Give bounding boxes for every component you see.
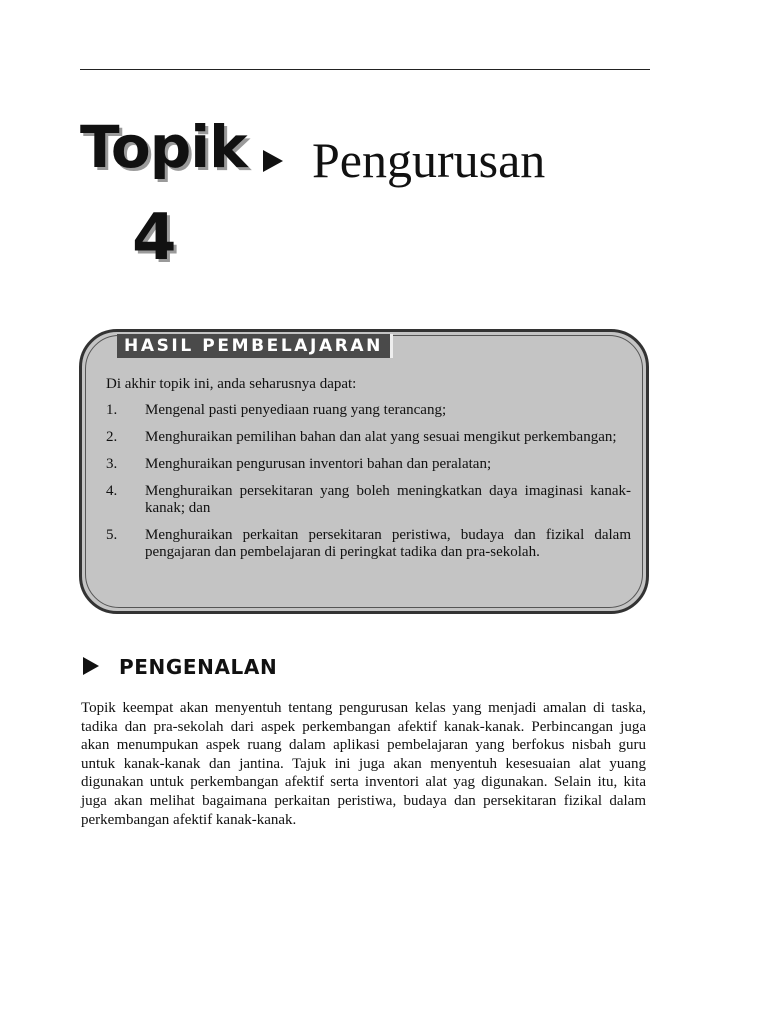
learning-outcome-item [106, 429, 631, 446]
item-text: Mengenal pasti penyediaan ruang yang terancang; [145, 402, 447, 418]
learning-outcome-item [106, 483, 631, 517]
item-number: 3. [106, 456, 118, 472]
topic-label: Topik [80, 113, 247, 181]
item-number: 1. [106, 402, 118, 418]
learning-outcome-item [106, 527, 631, 561]
learning-outcome-item [106, 402, 631, 419]
introduction-paragraph: Topik keempat akan menyentuh tentang pengurusan kelas yang menjadi amalan di taska, tadika dan pra-sekolah dari aspek perkembangan afektif kanak-kanak. Perbincangan juga akan menumpukan aspek ruang dalam aplikasi pembelajaran yang berfokus nisbah guru untuk kanak-kanak dan jantina. Tajuk ini juga akan menyentuh kesesuaian alat yuang digunakan untuk perkembangan afektif serta inventori alat yag digunakan. Selain itu, kita juga akan melihat bagaimana perkaitan peristiwa, budaya dan persekitaran fizikal dalam perkembangan afektif kanak-kanak. [81, 700, 646, 828]
item-text: Menghuraikan persekitaran yang boleh meningkatkan daya imaginasi kanak-kanak; dan [145, 483, 631, 516]
section-heading: PENGENALAN [119, 655, 278, 679]
learning-outcomes-list [106, 402, 631, 571]
section-arrow-icon [83, 657, 99, 675]
item-number: 4. [106, 483, 118, 499]
item-text: Menghuraikan pengurusan inventori bahan dan peralatan; [145, 456, 492, 472]
learning-outcomes-intro: Di akhir topik ini, anda seharusnya dapat: [106, 376, 357, 392]
top-rule [80, 69, 650, 70]
learning-outcomes-heading: HASIL PEMBELAJARAN [117, 334, 393, 358]
title-arrow-icon [263, 150, 283, 172]
topic-number: 4 [132, 201, 177, 275]
item-number: 5. [106, 527, 118, 543]
item-text: Menghuraikan perkaitan persekitaran peristiwa, budaya dan fizikal dalam pengajaran dan pembelajaran di peringkat tadika dan pra-sekolah. [145, 527, 631, 560]
item-text: Menghuraikan pemilihan bahan dan alat yang sesuai mengikut perkembangan; [145, 429, 617, 445]
page-title: Pengurusan [312, 132, 546, 188]
learning-outcome-item [106, 456, 631, 473]
item-number: 2. [106, 429, 118, 445]
